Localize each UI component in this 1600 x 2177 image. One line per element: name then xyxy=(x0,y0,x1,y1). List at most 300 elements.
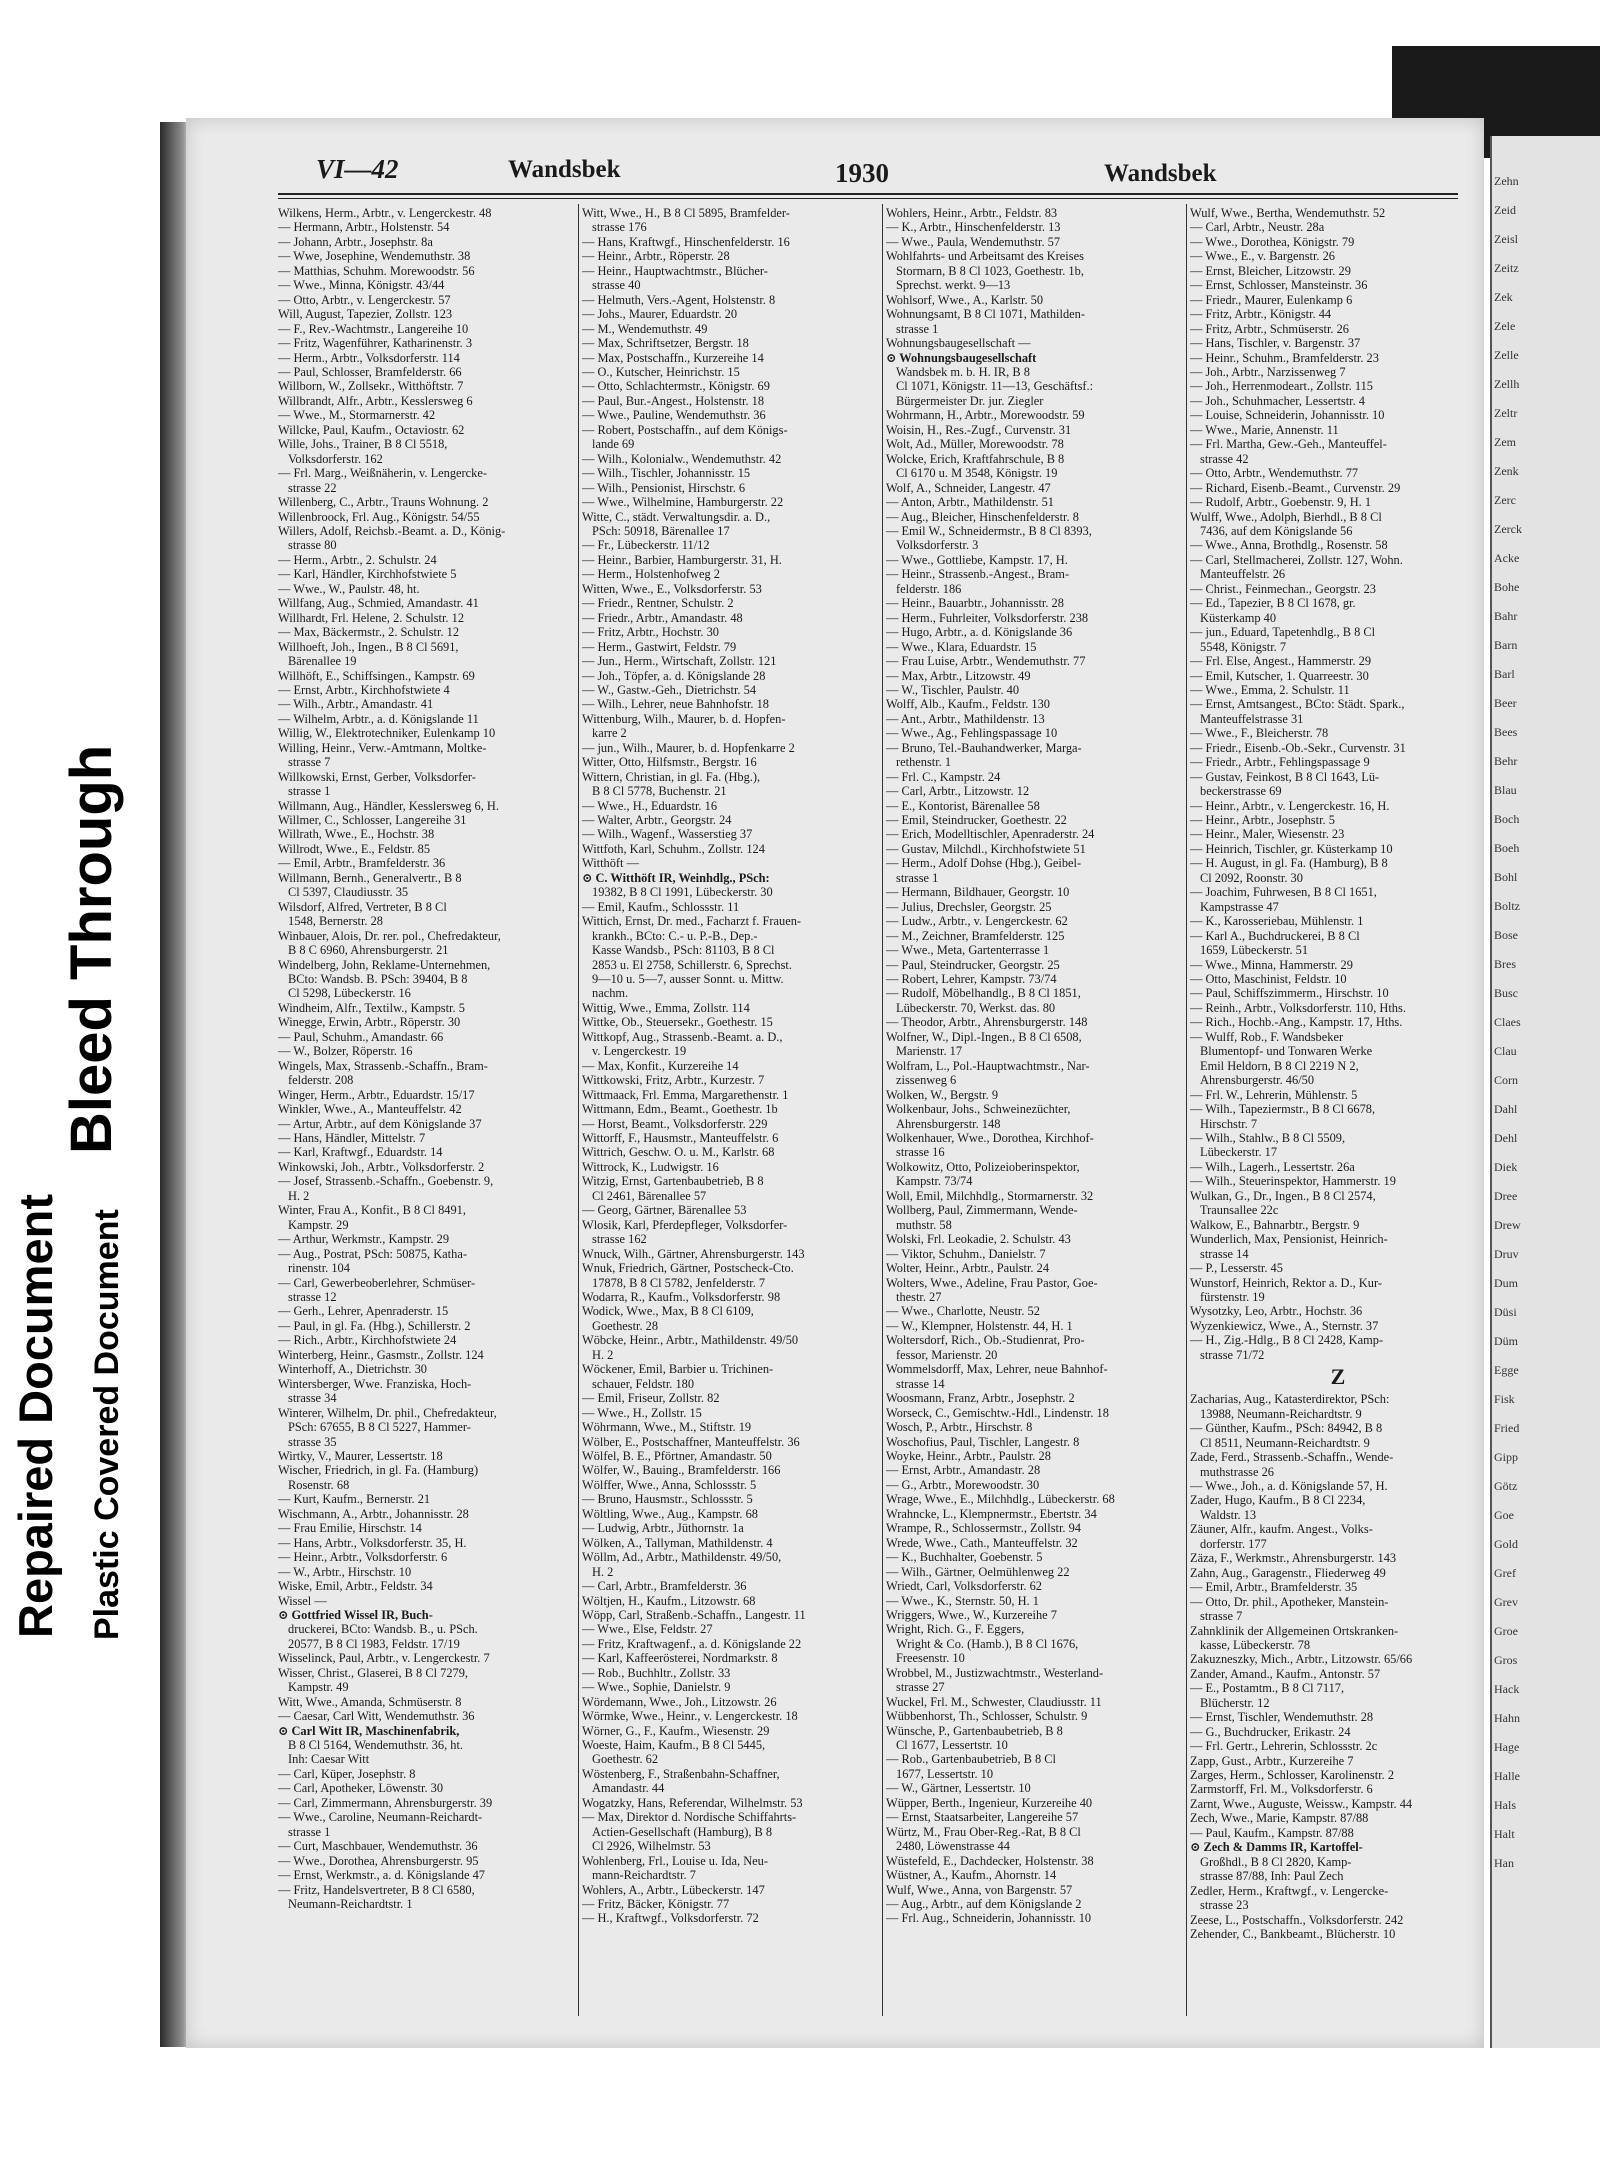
directory-entry-line: Willmer, C., Schlosser, Langereihe 31 xyxy=(278,813,467,828)
directory-entry-line: — Otto, Schlachtermstr., Königstr. 69 xyxy=(582,379,770,394)
directory-entry-line: — Heinrich, Tischler, gr. Küsterkamp 10 xyxy=(1190,841,1393,856)
directory-entry-line: — Emil, Arbtr., Bramfelderstr. 35 xyxy=(1190,1580,1358,1595)
directory-entry-line: — Paul, Kaufm., Kampstr. 87/88 xyxy=(1190,1825,1354,1840)
directory-entry-line: Wohrmann, H., Arbtr., Morewoodstr. 59 xyxy=(886,408,1085,423)
directory-entry-line: — Wilh., Steuerinspektor, Hammerstr. 19 xyxy=(1190,1174,1396,1189)
directory-entry-line: — Wwe, Josephine, Wendemuthstr. 38 xyxy=(278,249,471,264)
directory-entry-line: — Frl. Gertr., Lehrerin, Schlossstr. 2c xyxy=(1190,1739,1378,1754)
directory-entry-line: zissenweg 6 xyxy=(896,1073,957,1088)
directory-entry-line: Woll, Emil, Milchhdlg., Stormarnerstr. 32 xyxy=(886,1188,1094,1203)
directory-entry-line: — Rudolf, Arbtr., Goebenstr. 9, H. 1 xyxy=(1190,495,1372,510)
directory-entry-line: Wischmann, A., Arbtr., Johannisstr. 28 xyxy=(278,1506,469,1521)
directory-entry-line: Wohlers, A., Arbtr., Lübeckerstr. 147 xyxy=(582,1882,765,1897)
directory-entry-line: — Frl. C., Kampstr. 24 xyxy=(886,769,1001,784)
directory-entry-line: Zakuzneszky, Mich., Arbtr., Litzowstr. 65/66 xyxy=(1190,1652,1413,1667)
adjacent-page-fragment: Bose xyxy=(1494,928,1518,942)
directory-entry-line: — Rob., Gartenbaubetrieb, B 8 Cl xyxy=(886,1752,1056,1767)
directory-entry-line: Willing, Heinr., Verw.-Amtmann, Moltke- xyxy=(278,740,487,755)
directory-entry-line: rethenstr. 1 xyxy=(896,755,952,770)
directory-entry-line: Bürgermeister Dr. jur. Ziegler xyxy=(896,393,1044,408)
adjacent-page-fragment: Zerck xyxy=(1494,522,1522,536)
directory-entry-line: thestr. 27 xyxy=(896,1289,942,1304)
directory-entry-line: — Wilh., Pensionist, Hirschstr. 6 xyxy=(582,480,746,495)
directory-entry-line: Kampstr. 29 xyxy=(288,1217,349,1232)
directory-entry-line: Hirschstr. 7 xyxy=(1200,1116,1258,1131)
adjacent-page-fragment: Beer xyxy=(1494,696,1517,710)
directory-entry-line: — Friedr., Maurer, Eulenkamp 6 xyxy=(1190,292,1353,307)
directory-entry-line: — Aug., Postrat, PSch: 50875, Katha- xyxy=(278,1246,467,1261)
adjacent-page-fragment: Hals xyxy=(1494,1798,1516,1812)
directory-entry-line: Zedler, Herm., Kraftwgf., v. Lengercke- xyxy=(1190,1883,1389,1898)
directory-entry-line: Willrodt, Wwe., E., Feldstr. 85 xyxy=(278,841,431,856)
directory-entry-line: 13988, Neumann-Reichardtstr. 9 xyxy=(1200,1406,1362,1421)
directory-entry-line: Cl 2926, Wilhelmstr. 53 xyxy=(592,1839,711,1854)
directory-entry-line: Wnuk, Friedrich, Gärtner, Postscheck-Cto. xyxy=(582,1261,794,1276)
label-repaired-document: Repaired Document xyxy=(9,1194,62,1638)
directory-entry-line: — Wwe., H., Zollstr. 15 xyxy=(582,1405,702,1420)
directory-entry-line: Woeste, Haim, Kaufm., B 8 Cl 5445, xyxy=(582,1738,766,1753)
directory-entry-line: — K., Arbtr., Hinschenfelderstr. 13 xyxy=(886,220,1061,235)
directory-entry-line: — Horst, Beamt., Volksdorferstr. 229 xyxy=(582,1116,768,1131)
directory-entry-line: Goethestr. 28 xyxy=(592,1318,659,1333)
directory-entry-line: — H., Kraftwgf., Volksdorferstr. 72 xyxy=(582,1911,759,1926)
directory-entry-line: Willhöft, E., Schiffsingen., Kampstr. 69 xyxy=(278,668,475,683)
directory-entry-line: — Carl, Arbtr., Litzowstr. 12 xyxy=(886,784,1030,799)
directory-entry-line: — Heinr., Maler, Wiesenstr. 23 xyxy=(1190,827,1345,842)
directory-entry-line: — Joh., Schuhmacher, Lessertstr. 4 xyxy=(1190,393,1366,408)
directory-entry-line: — Frl. Martha, Gew.-Geh., Manteuffel- xyxy=(1190,437,1387,452)
adjacent-page-fragment: Boeh xyxy=(1494,841,1520,855)
directory-entry-line: — Gustav, Milchdl., Kirchhofstwiete 51 xyxy=(886,841,1086,856)
directory-entry-line: Wolcke, Erich, Kraftfahrschule, B 8 xyxy=(886,451,1065,466)
directory-entry-line: — Aug., Bleicher, Hinschenfelderstr. 8 xyxy=(886,509,1079,524)
directory-entry-line: — Herm., Arbtr., Volksdorferstr. 114 xyxy=(278,350,460,365)
directory-entry-line: strasse 7 xyxy=(288,755,331,770)
directory-entry-line: — Josef, Strassenb.-Schaffn., Goebenstr. 9, xyxy=(278,1174,494,1189)
directory-entry-line: Woltersdorf, Rich., Ob.-Studienrat, Pro- xyxy=(886,1333,1085,1348)
directory-entry-line: Emil Heldorn, B 8 Cl 2219 N 2, xyxy=(1200,1058,1359,1073)
directory-entry-line: — Carl, Gewerbeoberlehrer, Schmüser- xyxy=(278,1275,476,1290)
directory-entry-line: — Fritz, Kraftwagenf., a. d. Königslande 22 xyxy=(582,1636,802,1651)
directory-entry-line: — Wwe., Wilhelmine, Hamburgerstr. 22 xyxy=(582,495,784,510)
directory-entry-line: Wittrock, K., Ludwigstr. 16 xyxy=(582,1159,719,1174)
directory-entry-line: strasse 27 xyxy=(896,1680,945,1695)
directory-entry-line: dorferstr. 177 xyxy=(1200,1536,1267,1551)
directory-entry-line: strasse 176 xyxy=(592,220,647,235)
directory-entry-line: — Wwe., Minna, Königstr. 43/44 xyxy=(278,278,445,293)
directory-entry-line: — Paul, Schuhm., Amandastr. 66 xyxy=(278,1029,444,1044)
directory-entry-line: Wrahncke, L., Klempnermstr., Ebertstr. 34 xyxy=(886,1506,1097,1521)
directory-entry-line: — Wwe., Anna, Brothdlg., Rosenstr. 58 xyxy=(1190,538,1388,553)
directory-entry-line: Volksdorferstr. 162 xyxy=(288,451,383,466)
directory-entry-line: — Kurt, Kaufm., Bernerstr. 21 xyxy=(278,1492,431,1507)
directory-entry-line: — Reinh., Arbtr., Volksdorferstr. 110, Hths. xyxy=(1190,1000,1406,1015)
directory-entry-line: — Heinr., Strassenb.-Angest., Bram- xyxy=(886,567,1070,582)
directory-entry-line: Wilsdorf, Alfred, Vertreter, B 8 Cl xyxy=(278,899,447,914)
adjacent-page-fragment: Götz xyxy=(1494,1479,1518,1493)
adjacent-page-fragment: Clau xyxy=(1494,1044,1517,1058)
directory-entry-line: — Wwe., Ag., Fehlingspassage 10 xyxy=(886,726,1058,741)
directory-entry-line: Wohnungsamt, B 8 Cl 1071, Mathilden- xyxy=(886,307,1085,322)
directory-entry-line: strasse 80 xyxy=(288,538,337,553)
adjacent-page-fragment: Groe xyxy=(1494,1624,1518,1638)
directory-entry-line: Zeese, L., Postschaffn., Volksdorferstr. 242 xyxy=(1190,1912,1404,1927)
page-header xyxy=(186,148,1484,190)
adjacent-page-fragment: Düsi xyxy=(1494,1305,1517,1319)
directory-entry-line: Wolf, A., Schneider, Langestr. 47 xyxy=(886,480,1051,495)
directory-entry-line: — Carl, Küper, Josephstr. 8 xyxy=(278,1766,416,1781)
directory-entry-line: — Heinr., Schuhm., Bramfelderstr. 23 xyxy=(1190,350,1379,365)
directory-entry-line: — jun., Eduard, Tapetenhdlg., B 8 Cl xyxy=(1190,625,1376,640)
directory-entry-line: Winkowski, Joh., Arbtr., Volksdorferstr. 2 xyxy=(278,1159,485,1174)
directory-entry-line: Wolkenbaur, Johs., Schweinezüchter, xyxy=(886,1102,1071,1117)
directory-entry-line: Wnuck, Wilh., Gärtner, Ahrensburgerstr. 143 xyxy=(582,1246,805,1261)
directory-entry-line: — Wwe., Gottliebe, Kampstr. 17, H. xyxy=(886,552,1068,567)
directory-entry-line: — Wilh., Gärtner, Oelmühlenweg 22 xyxy=(886,1564,1070,1579)
directory-entry-line: 9—10 u. 5—7, ausser Sonnt. u. Mittw. xyxy=(592,972,784,987)
directory-entry-line: — H. August, in gl. Fa. (Hamburg), B 8 xyxy=(1190,856,1388,871)
directory-entry-line: — Carl, Arbtr., Bramfelderstr. 36 xyxy=(582,1579,747,1594)
directory-entry-line: — Viktor, Schuhm., Danielstr. 7 xyxy=(886,1246,1046,1261)
header-rule-thin xyxy=(278,198,1458,199)
column-divider xyxy=(578,204,579,2016)
directory-entry-line: — Emil, Arbtr., Bramfelderstr. 36 xyxy=(278,856,446,871)
directory-entry-line: Kasse Wandsb., PSch: 81103, B 8 Cl xyxy=(592,943,775,958)
directory-entry-line: 2853 u. El 2758, Schillerstr. 6, Sprechst. xyxy=(592,957,792,972)
directory-entry-line: Winterberg, Heinr., Gasmstr., Zollstr. 124 xyxy=(278,1347,484,1362)
directory-entry-line: — Ludw., Arbtr., v. Lengerckestr. 62 xyxy=(886,914,1068,929)
directory-entry-line: — Erich, Modelltischler, Apenraderstr. 24 xyxy=(886,827,1095,842)
directory-entry-line: — Matthias, Schuhm. Morewoodstr. 56 xyxy=(278,263,475,278)
directory-entry-line: — Paul, Bur.-Angest., Holstenstr. 18 xyxy=(582,393,765,408)
directory-entry-line: Wölffer, Wwe., Anna, Schlossstr. 5 xyxy=(582,1477,757,1492)
directory-column-2 xyxy=(582,206,878,2018)
adjacent-page-fragment: Bahr xyxy=(1494,609,1518,623)
directory-entry-line: Zäza, F., Werkmstr., Ahrensburgerstr. 143 xyxy=(1190,1551,1397,1566)
directory-entry-line: Neumann-Reichardtstr. 1 xyxy=(288,1897,413,1912)
adjacent-page-fragment: Blau xyxy=(1494,783,1517,797)
directory-entry-line: Wolski, Frl. Leokadie, 2. Schulstr. 43 xyxy=(886,1232,1071,1247)
directory-entry-line: Wübbenhorst, Th., Schlosser, Schulstr. 9 xyxy=(886,1709,1088,1724)
directory-entry-line: Wohlers, Heinr., Arbtr., Feldstr. 83 xyxy=(886,206,1058,220)
directory-entry-line: — Wilh., Tischler, Johannisstr. 15 xyxy=(582,466,751,481)
directory-entry-line: — W., Arbtr., Hirschstr. 10 xyxy=(278,1564,412,1579)
directory-entry-line: — Herm., Gastwirt, Feldstr. 79 xyxy=(582,639,737,654)
directory-entry-line: strasse 23 xyxy=(1200,1898,1249,1913)
adjacent-page-fragment: Zeitz xyxy=(1494,261,1519,275)
adjacent-page-fragment: Dree xyxy=(1494,1189,1518,1203)
directory-entry-line: Winterer, Wilhelm, Dr. phil., Chefredakteur, xyxy=(278,1405,497,1420)
directory-entry-line: — Ernst, Tischler, Wendemuthstr. 28 xyxy=(1190,1710,1374,1725)
directory-entry-line: — Wwe., Marie, Annenstr. 11 xyxy=(1190,422,1339,437)
directory-entry-line: Willers, Adolf, Reichsb.-Beamt. a. D., König- xyxy=(278,523,506,538)
directory-entry-line: Wölber, E., Postschaffner, Manteuffelstr. 36 xyxy=(582,1434,800,1449)
directory-entry-line: Witte, C., städt. Verwaltungsdir. a. D., xyxy=(582,509,771,524)
directory-entry-line: Willfang, Aug., Schmied, Amandastr. 41 xyxy=(278,596,479,611)
directory-entry-line: Wölken, A., Tallyman, Mathildenstr. 4 xyxy=(582,1535,773,1550)
adjacent-page-fragment: Halt xyxy=(1494,1827,1515,1841)
directory-entry-line: — Wwe., Dorothea, Ahrensburgerstr. 95 xyxy=(278,1853,479,1868)
directory-entry-line: — W., Gastw.-Geh., Dietrichstr. 54 xyxy=(582,682,757,697)
directory-entry-line: Wörmke, Wwe., Heinr., v. Lengerckestr. 18 xyxy=(582,1709,798,1724)
directory-entry-line: — Anton, Arbtr., Mathildenstr. 51 xyxy=(886,495,1054,510)
directory-entry-line: strasse 1 xyxy=(896,321,939,336)
directory-entry-line: Wisselinck, Paul, Arbtr., v. Lengerckestr. 7 xyxy=(278,1651,490,1666)
directory-entry-line: strasse 162 xyxy=(592,1232,647,1247)
directory-entry-line: — Heinr., Bauarbtr., Johannisstr. 28 xyxy=(886,596,1064,611)
directory-entry-line: — Ernst, Arbtr., Kirchhofstwiete 4 xyxy=(278,682,450,697)
directory-entry-line: strasse 14 xyxy=(896,1376,945,1391)
directory-entry-line: Wandsbek m. b. H. IR, B 8 xyxy=(896,364,1030,379)
directory-entry-line: — Wwe., Joh., a. d. Königslande 57, H. xyxy=(1190,1478,1388,1493)
directory-entry-line: Willbrandt, Alfr., Arbtr., Kesslersweg 6 xyxy=(278,393,473,408)
directory-entry-line: Wittmann, Edm., Beamt., Goethestr. 1b xyxy=(582,1102,778,1117)
directory-entry-line: Wischer, Friedrich, in gl. Fa. (Hamburg) xyxy=(278,1463,479,1478)
directory-entry-line: Wlosik, Karl, Pferdepfleger, Volksdorfer- xyxy=(582,1217,788,1232)
adjacent-page-fragment: Zeltr xyxy=(1494,406,1518,420)
directory-entry-line: — Herm., Arbtr., 2. Schulstr. 24 xyxy=(278,552,437,567)
directory-entry-line: karre 2 xyxy=(592,726,627,741)
directory-entry-line: Z xyxy=(1330,1364,1346,1390)
directory-entry-line: Cl 5298, Lübeckerstr. 16 xyxy=(288,986,411,1001)
directory-entry-line: Wittrich, Geschw. O. u. M., Karlstr. 68 xyxy=(582,1145,775,1160)
adjacent-page-fragment: Bohl xyxy=(1494,870,1518,884)
directory-entry-line: Zäuner, Alfr., kaufm. Angest., Volks- xyxy=(1190,1522,1373,1537)
directory-entry-line: Zade, Ferd., Strassenb.-Schaffn., Wende- xyxy=(1190,1450,1394,1465)
directory-entry-line: Wulff, Wwe., Adolph, Bierhdl., B 8 Cl xyxy=(1190,509,1382,524)
directory-entry-line: — Ludwig, Arbtr., Jüthornstr. 1a xyxy=(582,1521,744,1536)
directory-entry-line: — Paul, in gl. Fa. (Hbg.), Schillerstr. 2 xyxy=(278,1318,471,1333)
adjacent-page-fragment: Drew xyxy=(1494,1218,1521,1232)
adjacent-page-fragment: Claes xyxy=(1494,1015,1521,1029)
directory-entry-line: Actien-Gesellschaft (Hamburg), B 8 xyxy=(592,1824,773,1839)
directory-entry-line: Wirtky, V., Maurer, Lessertstr. 18 xyxy=(278,1448,443,1463)
directory-entry-line: Woisin, H., Res.-Zugf., Curvenstr. 31 xyxy=(886,422,1072,437)
directory-entry-line: Wohlenberg, Frl., Louise u. Ida, Neu- xyxy=(582,1853,768,1868)
directory-entry-line: — Joh., Töpfer, a. d. Königslande 28 xyxy=(582,668,766,683)
directory-entry-line: Wörner, G., F., Kaufm., Wiesenstr. 29 xyxy=(582,1723,770,1738)
directory-entry-line: — Carl, Arbtr., Neustr. 28a xyxy=(1190,220,1325,235)
directory-entry-line: Worseck, C., Gemischtw.-Hdl., Lindenstr. 18 xyxy=(886,1405,1109,1420)
directory-entry-line: — Otto, Arbtr., Wendemuthstr. 77 xyxy=(1190,466,1359,481)
adjacent-page-fragment: Bohe xyxy=(1494,580,1520,594)
directory-entry-line: Witzig, Ernst, Gartenbaubetrieb, B 8 xyxy=(582,1174,764,1189)
directory-entry-line: Wunstorf, Heinrich, Rektor a. D., Kur- xyxy=(1190,1275,1382,1290)
directory-entry-line: 5548, Königstr. 7 xyxy=(1200,639,1287,654)
directory-entry-line: — Robert, Lehrer, Kampstr. 73/74 xyxy=(886,972,1057,987)
directory-entry-line: v. Lengerckestr. 19 xyxy=(592,1044,687,1059)
directory-entry-line: Lübeckerstr. 70, Werkst. das. 80 xyxy=(896,1000,1056,1015)
directory-entry-line: Volksdorferstr. 3 xyxy=(896,538,979,553)
directory-entry-line: Marienstr. 17 xyxy=(896,1044,963,1059)
directory-entry-line: — Paul, Schlosser, Bramfelderstr. 66 xyxy=(278,364,462,379)
directory-entry-line: — Joh., Herrenmodeart., Zollstr. 115 xyxy=(1190,379,1373,394)
directory-entry-line: Wolkenhauer, Wwe., Dorothea, Kirchhof- xyxy=(886,1131,1094,1145)
directory-entry-line: Küsterkamp 40 xyxy=(1200,610,1277,625)
directory-entry-line: Cl 2461, Bärenallee 57 xyxy=(592,1188,707,1203)
directory-entry-line: — Wilh., Lehrer, neue Bahnhofstr. 18 xyxy=(582,697,770,712)
directory-entry-line: Willenbroock, Frl. Aug., Königstr. 54/55 xyxy=(278,509,480,524)
directory-entry-line: — Karl, Händler, Kirchhofstwiete 5 xyxy=(278,567,457,582)
directory-column-1 xyxy=(278,206,574,2018)
adjacent-page-fragment: Hage xyxy=(1494,1740,1520,1754)
directory-entry-line: druckerei, BCto: Wandsb. B., u. PSch. xyxy=(288,1622,478,1637)
adjacent-page-fragment: Halle xyxy=(1494,1769,1520,1783)
adjacent-page-fragment: Dehl xyxy=(1494,1131,1518,1145)
directory-entry-line: kasse, Lübeckerstr. 78 xyxy=(1200,1637,1311,1652)
directory-entry-line: — Ernst, Werkmstr., a. d. Königslande 47 xyxy=(278,1868,485,1883)
directory-entry-line: — Louise, Schneiderin, Johannisstr. 10 xyxy=(1190,408,1385,423)
directory-entry-line: Zahn, Aug., Garagenstr., Fliederweg 49 xyxy=(1190,1565,1386,1580)
directory-entry-line: — Otto, Arbtr., v. Lengerckestr. 57 xyxy=(278,292,451,307)
directory-entry-line: — Max, Konfit., Kurzereihe 14 xyxy=(582,1058,739,1073)
adjacent-page-fragment: Zeid xyxy=(1494,203,1516,217)
adjacent-page-edge xyxy=(1490,136,1600,2048)
directory-entry-line: — Wilh., Lagerh., Lessertstr. 26a xyxy=(1190,1159,1355,1174)
directory-entry-line: Wingels, Max, Strassenb.-Schaffn., Bram- xyxy=(278,1058,488,1073)
directory-entry-line: H. 2 xyxy=(288,1188,310,1203)
directory-entry-line: 1548, Bernerstr. 28 xyxy=(288,914,383,929)
directory-entry-line: Zahnklinik der Allgemeinen Ortskranken- xyxy=(1190,1623,1399,1638)
book-binding xyxy=(160,122,188,2047)
directory-entry-line: Wölfel, B. E., Pförtner, Amandastr. 50 xyxy=(582,1448,772,1463)
adjacent-page-fragment: Hahn xyxy=(1494,1711,1520,1725)
directory-entry-line: B 8 C 6960, Ahrensburgerstr. 21 xyxy=(288,943,449,958)
directory-column-3 xyxy=(886,206,1182,2018)
directory-entry-line: — Wwe., Meta, Gartenterrasse 1 xyxy=(886,943,1050,958)
directory-entry-line: 1677, Lessertstr. 10 xyxy=(896,1766,994,1781)
directory-entry-line: — Ernst, Schlosser, Mansteinstr. 36 xyxy=(1190,278,1368,293)
directory-entry-line: Wöltling, Wwe., Aug., Kampstr. 68 xyxy=(582,1506,758,1521)
directory-entry-line: — Johann, Arbtr., Josephstr. 8a xyxy=(278,234,433,249)
directory-entry-line: Cl 8511, Neumann-Reichardtstr. 9 xyxy=(1200,1435,1370,1450)
directory-entry-line: Witt, Wwe., H., B 8 Cl 5895, Bramfelder- xyxy=(582,206,790,220)
directory-entry-line: Wittig, Wwe., Emma, Zollstr. 114 xyxy=(582,1000,750,1015)
directory-entry-line: Winbauer, Alois, Dr. rer. pol., Chefredakteur, xyxy=(278,928,501,943)
adjacent-page-fragment: Fisk xyxy=(1494,1392,1515,1406)
directory-entry-line: — Rob., Buchhltr., Zollstr. 33 xyxy=(582,1665,731,1680)
directory-entry-line: Wommelsdorff, Max, Lehrer, neue Bahnhof- xyxy=(886,1362,1108,1377)
adjacent-page-fragment: Bres xyxy=(1494,957,1516,971)
directory-entry-line: — Emil, Kutscher, 1. Quarreestr. 30 xyxy=(1190,668,1369,683)
directory-entry-line: BCto: Wandsb. B. PSch: 39404, B 8 xyxy=(288,972,468,987)
adjacent-page-fragment: Zeisl xyxy=(1494,232,1518,246)
directory-entry-line: — Bruno, Tel.-Bauhandwerker, Marga- xyxy=(886,740,1082,755)
directory-entry-line: Zarges, Herm., Schlosser, Karolinenstr. 2 xyxy=(1190,1768,1395,1783)
directory-entry-line: — Ed., Tapezier, B 8 Cl 1678, gr. xyxy=(1190,596,1356,611)
adjacent-page-fragment: Han xyxy=(1494,1856,1514,1870)
directory-entry-line: strasse 22 xyxy=(288,480,337,495)
directory-entry-line: Cl 1677, Lessertstr. 10 xyxy=(896,1738,1008,1753)
adjacent-page-fragment: Gipp xyxy=(1494,1450,1518,1464)
adjacent-page-fragment: Grev xyxy=(1494,1595,1518,1609)
directory-entry-line: — F., Rev.-Wachtmstr., Langereihe 10 xyxy=(278,321,469,336)
directory-entry-line: ⊙ Zech & Damms IR, Kartoffel- xyxy=(1190,1840,1363,1855)
directory-entry-line: Wolt, Ad., Müller, Morewoodstr. 78 xyxy=(886,437,1064,452)
directory-entry-line: — Wilhelm, Arbtr., a. d. Königslande 11 xyxy=(278,711,479,726)
directory-entry-line: — Herm., Holstenhofweg 2 xyxy=(582,567,720,582)
directory-entry-line: Wittkowski, Fritz, Arbtr., Kurzestr. 7 xyxy=(582,1073,765,1088)
directory-entry-line: Wisser, Christ., Glaserei, B 8 Cl 7279, xyxy=(278,1665,469,1680)
directory-entry-line: Wulf, Wwe., Anna, von Bargenstr. 57 xyxy=(886,1882,1073,1897)
directory-entry-line: — W., Klempner, Holstenstr. 44, H. 1 xyxy=(886,1318,1073,1333)
directory-entry-line: Wittmaack, Frl. Emma, Margarethenstr. 1 xyxy=(582,1087,789,1102)
directory-entry-line: Wölfer, W., Bauing., Bramfelderstr. 166 xyxy=(582,1463,781,1478)
directory-entry-line: — Robert, Postschaffn., auf dem Königs- xyxy=(582,422,788,437)
directory-entry-line: — Fritz, Arbtr., Schmüserstr. 26 xyxy=(1190,321,1350,336)
directory-entry-line: Willkowski, Ernst, Gerber, Volksdorfer- xyxy=(278,769,476,784)
directory-entry-line: — Wwe., Klara, Eduardstr. 15 xyxy=(886,639,1037,654)
directory-entry-line: — Heinr., Arbtr., Röperstr. 28 xyxy=(582,249,730,264)
directory-entry-line: — jun., Wilh., Maurer, b. d. Hopfenkarre 2 xyxy=(582,740,795,755)
adjacent-page-fragment: Acke xyxy=(1494,551,1520,565)
adjacent-page-fragment: Dum xyxy=(1494,1276,1518,1290)
adjacent-page-fragment: Zenk xyxy=(1494,464,1519,478)
directory-entry-line: strasse 7 xyxy=(1200,1609,1243,1624)
directory-entry-line: muthstrasse 26 xyxy=(1200,1464,1274,1479)
directory-entry-line: Wohlsorf, Wwe., A., Karlstr. 50 xyxy=(886,292,1044,307)
directory-entry-line: — G., Arbtr., Morewoodstr. 30 xyxy=(886,1477,1040,1492)
directory-entry-line: Wodarra, R., Kaufm., Volksdorferstr. 98 xyxy=(582,1289,781,1304)
adjacent-page-fragment: Gros xyxy=(1494,1653,1518,1667)
adjacent-page-fragment: Goe xyxy=(1494,1508,1514,1522)
directory-entry-line: Wuckel, Frl. M., Schwester, Claudiusstr. 11 xyxy=(886,1694,1102,1709)
adjacent-page-fragment: Barn xyxy=(1494,638,1518,652)
directory-entry-line: mann-Reichardtstr. 7 xyxy=(592,1868,696,1883)
directory-entry-line: — Herm., Adolf Dohse (Hbg.), Geibel- xyxy=(886,856,1082,871)
directory-entry-line: — P., Lesserstr. 45 xyxy=(1190,1261,1283,1276)
directory-entry-line: — Hugo, Arbtr., a. d. Königslande 36 xyxy=(886,625,1073,640)
directory-entry-line: — Georg, Gärtner, Bärenallee 53 xyxy=(582,1203,747,1218)
directory-entry-line: Inh: Caesar Witt xyxy=(288,1752,370,1767)
directory-entry-line: schauer, Feldstr. 180 xyxy=(592,1376,695,1391)
directory-entry-line: — Heinr., Arbtr., v. Lengerckestr. 16, H. xyxy=(1190,798,1390,813)
directory-entry-line: ⊙ Wohnungsbaugesellschaft xyxy=(886,350,1037,365)
directory-entry-line: Wittenburg, Wilh., Maurer, b. d. Hopfen- xyxy=(582,711,786,726)
directory-entry-line: Wittorff, F., Hausmstr., Manteuffelstr. 6 xyxy=(582,1131,779,1145)
directory-entry-line: — W., Gärtner, Lessertstr. 10 xyxy=(886,1781,1031,1796)
directory-entry-line: — Fritz, Arbtr., Königstr. 44 xyxy=(1190,307,1332,322)
directory-entry-line: — Wwe., H., Eduardstr. 16 xyxy=(582,798,718,813)
directory-entry-line: — W., Tischler, Paulstr. 40 xyxy=(886,682,1020,697)
directory-entry-line: Wissel — xyxy=(278,1593,327,1608)
directory-entry-line: Willmann, Aug., Händler, Kesslersweg 6, H. xyxy=(278,798,499,813)
directory-entry-line: Windelberg, John, Reklame-Unternehmen, xyxy=(278,957,491,972)
directory-entry-line: — Frl. Else, Angest., Hammerstr. 29 xyxy=(1190,654,1372,669)
directory-entry-line: H. 2 xyxy=(592,1564,614,1579)
adjacent-page-fragment: Barl xyxy=(1494,667,1515,681)
header-rule xyxy=(278,193,1458,195)
directory-entry-line: felderstr. 186 xyxy=(896,581,962,596)
directory-entry-line: strasse 1 xyxy=(288,784,331,799)
directory-entry-line: Winegge, Erwin, Arbtr., Röperstr. 30 xyxy=(278,1015,461,1030)
directory-entry-line: — Curt, Maschbauer, Wendemuthstr. 36 xyxy=(278,1839,478,1854)
directory-entry-line: 2480, Löwenstrasse 44 xyxy=(896,1839,1010,1854)
directory-entry-line: Witter, Otto, Hilfsmstr., Bergstr. 16 xyxy=(582,755,757,770)
directory-entry-line: Willborn, W., Zollsekr., Witthöftstr. 7 xyxy=(278,379,464,394)
adjacent-page-fragment: Corn xyxy=(1494,1073,1518,1087)
directory-entry-line: Wolfner, W., Dipl.-Ingen., B 8 Cl 6508, xyxy=(886,1029,1082,1044)
directory-entry-line: — H., Zig.-Hdlg., B 8 Cl 2428, Kamp- xyxy=(1190,1333,1384,1348)
directory-entry-line: Lübeckerstr. 17 xyxy=(1200,1145,1278,1160)
label-bleed-through: Bleed Through xyxy=(59,744,124,1154)
directory-entry-line: Wogatzky, Hans, Referendar, Wilhelmstr. 53 xyxy=(582,1795,803,1810)
directory-entry-line: Willhardt, Frl. Helene, 2. Schulstr. 12 xyxy=(278,610,465,625)
directory-entry-line: strasse 34 xyxy=(288,1391,337,1406)
directory-entry-line: Zehender, C., Bankbeamt., Blücherstr. 10 xyxy=(1190,1927,1396,1942)
directory-entry-line: — W., Bolzer, Röperstr. 16 xyxy=(278,1044,413,1059)
directory-entry-line: — Heinr., Arbtr., Josephstr. 5 xyxy=(1190,813,1335,828)
